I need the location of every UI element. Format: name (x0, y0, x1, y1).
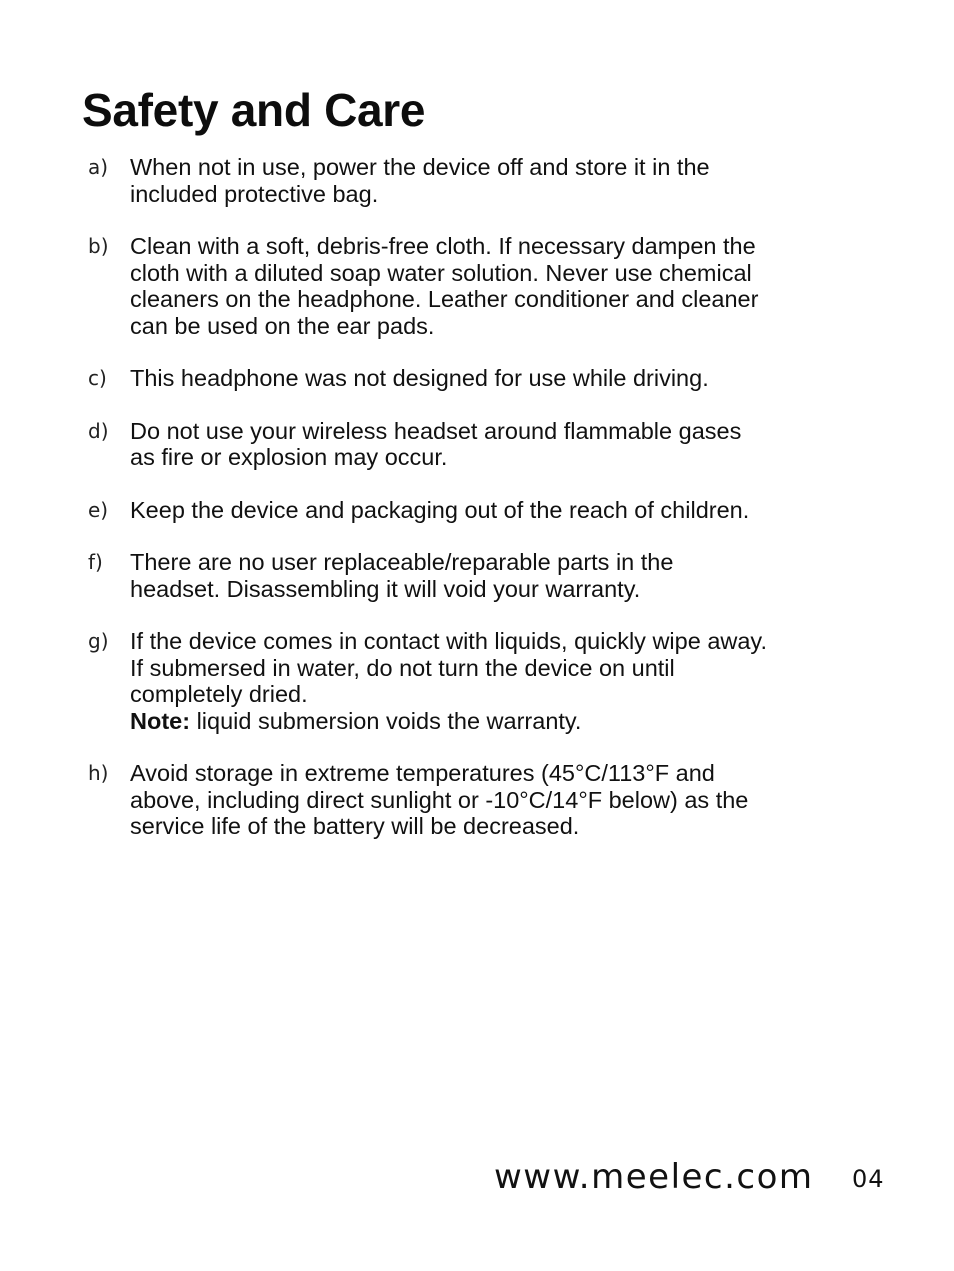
list-item (88, 628, 888, 734)
website-url: www.meelec.com (494, 1157, 814, 1197)
page-number: 04 (852, 1165, 885, 1193)
safety-list (88, 154, 888, 866)
item-marker: e) (88, 497, 109, 522)
item-marker: h) (88, 761, 109, 785)
item-marker: a) (88, 155, 109, 179)
warranty-note (130, 708, 888, 735)
item-text: Do not use your wireless headset around flammable gases as fire or explosion may occur. (130, 417, 742, 470)
item-text: Keep the device and packaging out of the reach of children. (130, 496, 750, 523)
item-text: Avoid storage in extreme temperatures (45°C/113°F and above, including direct sunlight or -10°C/14°F below) as the service life of the battery will be decreased. (130, 760, 749, 839)
item-marker: d) (88, 418, 109, 443)
list-item (88, 760, 888, 840)
item-marker: f) (88, 550, 103, 574)
item-text: There are no user replaceable/reparable parts in the headset. Disassembling it will void your warranty. (130, 549, 674, 602)
page-title: Safety and Care (82, 84, 426, 136)
item-marker: c) (88, 366, 107, 390)
list-item (88, 418, 888, 471)
list-item (88, 233, 888, 339)
list-item (88, 365, 888, 392)
note-text: liquid submersion voids the warranty. (190, 707, 582, 734)
list-item (88, 154, 888, 207)
item-text: Clean with a soft, debris-free cloth. If necessary dampen the cloth with a diluted soap water solution. Never use chemical cleaners on the headphone. Leather conditioner and cleaner can be used on the ear pads. (130, 233, 759, 339)
item-marker: g) (88, 629, 109, 653)
item-text: When not in use, power the device off and store it in the included protective bag. (130, 154, 710, 207)
list-item (88, 549, 888, 602)
item-text: This headphone was not designed for use while driving. (130, 365, 709, 391)
note-label: Note: (130, 707, 191, 734)
list-item (88, 497, 888, 524)
item-marker: b) (88, 234, 109, 258)
item-text: If the device comes in contact with liquids, quickly wipe away. If submersed in water, do not turn the device on until completely dried. (130, 628, 767, 707)
